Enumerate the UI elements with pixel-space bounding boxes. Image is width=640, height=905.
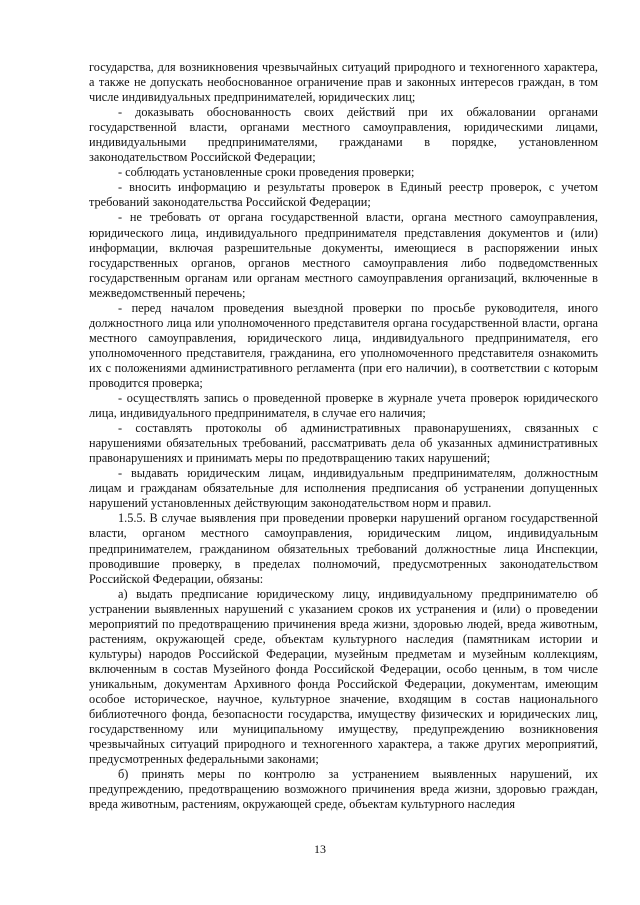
- page-number: 13: [314, 842, 326, 856]
- paragraph: 1.5.5. В случае выявления при проведении проверки нарушений органом государственной власти, органом местного самоуправления, юридическим лицом, индивидуальным предпринимателем, гражданином обязательных требований должностные лица Инспекции, проводившие проверку, в пределах полномочий, предусмотренных законодательством Российской Федерации, обязаны:: [89, 511, 598, 586]
- document-page: [89, 60, 598, 812]
- paragraph: - перед началом проведения выездной проверки по просьбе руководителя, иного должностного лица или уполномоченного представителя органа государственной власти, органа местного самоуправления, юридического лица, индивидуального предпринимателя, его уполномоченного представителя, гражданина, его уполномоченного представителя ознакомить их с положениями административного регламента (при его наличии), в соответствии с которым проводится проверка;: [89, 300, 598, 390]
- paragraph: - доказывать обоснованность своих действий при их обжаловании органами государственной власти, органами местного самоуправления, юридическими лицами, индивидуальными предпринимателями, гражданами в порядке, установленном законодательством Российской Федерации;: [89, 105, 598, 165]
- paragraph: - не требовать от органа государственной власти, органа местного самоуправления, юридического лица, индивидуального предпринимателя представления документов и (или) информации, включая разрешительные документы, имеющиеся в распоряжении иных государственных органов, органов местного самоуправления либо подведомственных государственным органам или органам местного самоуправления организаций, включенные в межведомственный перечень;: [89, 210, 598, 300]
- paragraph: - вносить информацию и результаты проверок в Единый реестр проверок, с учетом требований законодательства Российской Федерации;: [89, 180, 598, 210]
- paragraph: - осуществлять запись о проведенной проверке в журнале учета проверок юридического лица, индивидуального предпринимателя, в случае его наличия;: [89, 391, 598, 421]
- paragraph: а) выдать предписание юридическому лицу, индивидуальному предпринимателю об устранении выявленных нарушений с указанием сроков их устранения и (или) о проведении мероприятий по предотвращению причинения вреда жизни, здоровью людей, вреда животным, растениям, окружающей среде, объектам культурного наследия (памятникам истории и культуры) народов Российской Федерации, музейным предметам и музейным коллекциям, включенным в состав Музейного фонда Российской Федерации, особо ценным, в том числе уникальным, документам Архивного фонда Российской Федерации, документам, имеющим особое историческое, научное, культурное значение, входящим в состав национального библиотечного фонда, безопасности государства, имуществу физических и юридических лиц, государственному или муниципальному имуществу, предупреждению возникновения чрезвычайных ситуаций природного и техногенного характера, а также других мероприятий, предусмотренных федеральными законами;: [89, 586, 598, 767]
- paragraph: - соблюдать установленные сроки проведения проверки;: [118, 165, 415, 180]
- paragraph: б) принять меры по контролю за устранением выявленных нарушений, их предупреждению, предотвращению возможного причинения вреда жизни, здоровью граждан, вреда животным, растениям, окружающей среде, объектам культурного наследия: [89, 767, 598, 812]
- paragraph: государства, для возникновения чрезвычайных ситуаций природного и техногенного характера, а также не допускать необоснованное ограничение прав и законных интересов граждан, в том числе индивидуальных предпринимателей, юридических лиц;: [89, 60, 598, 105]
- paragraph: - выдавать юридическим лицам, индивидуальным предпринимателям, должностным лицам и гражданам обязательные для исполнения предписания об устранении допущенных нарушений установленных действующим законодательством норм и правил.: [89, 466, 598, 511]
- paragraph: - составлять протоколы об административных правонарушениях, связанных с нарушениями обязательных требований, рассматривать дела об указанных административных правонарушениях и принимать меры по предотвращению таких нарушений;: [89, 421, 598, 466]
